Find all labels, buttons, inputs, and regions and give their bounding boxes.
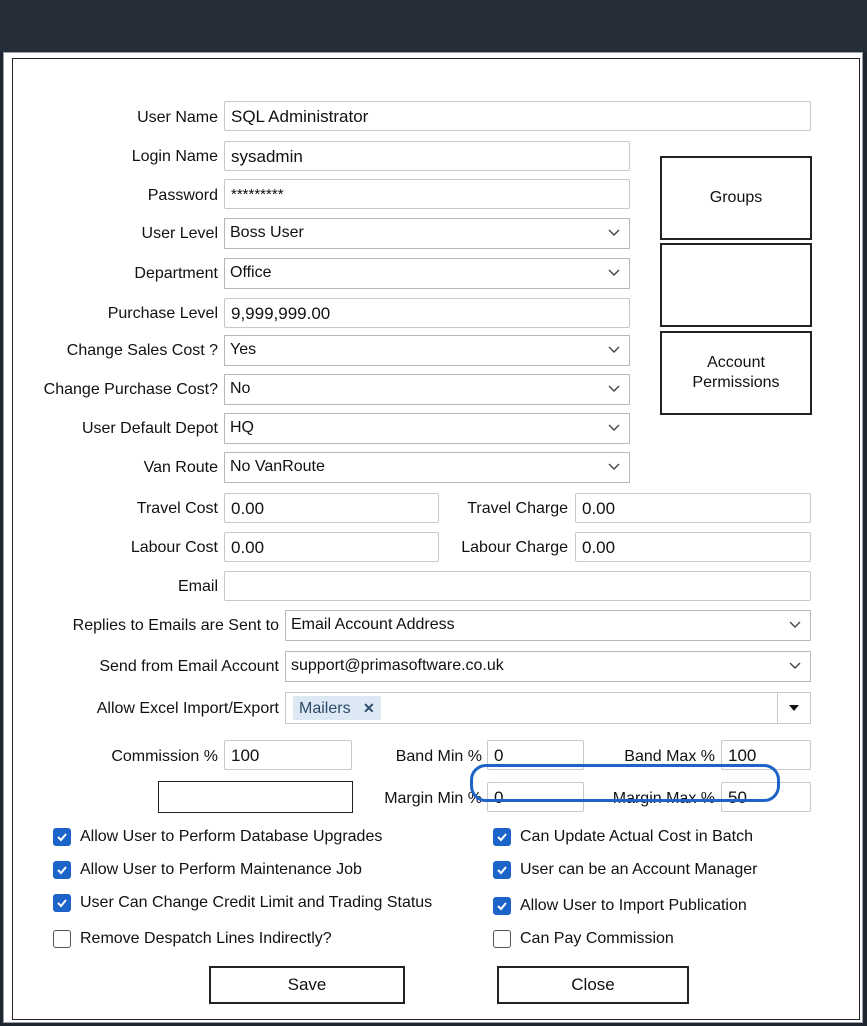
checkbox-pay-commission[interactable] — [493, 927, 674, 951]
checkbox-label: Allow User to Import Publication — [520, 897, 747, 914]
user-default-depot-select[interactable] — [224, 413, 630, 444]
user-level-select[interactable] — [224, 218, 630, 249]
email-input[interactable] — [224, 571, 811, 601]
checkbox-remove-despatch[interactable] — [53, 927, 332, 951]
van-route-value: No VanRoute — [230, 458, 325, 475]
send-from-select[interactable] — [285, 651, 811, 682]
blank-field-box[interactable] — [158, 781, 353, 813]
change-sales-cost-value: Yes — [230, 341, 257, 358]
user-name-input[interactable]: SQL Administrator — [224, 101, 811, 131]
van-route-label: Van Route — [143, 459, 218, 476]
change-sales-cost-select[interactable] — [224, 335, 630, 366]
checkbox-label: Allow User to Perform Maintenance Job — [80, 861, 362, 878]
excel-dropdown-toggle[interactable] — [777, 693, 810, 723]
replies-to-select[interactable] — [285, 610, 811, 641]
window-titlebar — [0, 0, 867, 52]
caret-down-icon — [787, 701, 801, 715]
band-min-input[interactable]: 0 — [487, 740, 584, 770]
replies-to-value: Email Account Address — [291, 616, 455, 633]
check-icon — [493, 828, 511, 846]
department-select[interactable] — [224, 258, 630, 289]
checkbox-label: User Can Change Credit Limit and Trading Status — [80, 894, 433, 911]
user-default-depot-label: User Default Depot — [81, 420, 218, 437]
van-route-select[interactable] — [224, 452, 630, 483]
chevron-down-icon — [607, 225, 621, 239]
check-icon — [493, 861, 511, 879]
chevron-down-icon — [788, 617, 802, 631]
account-permissions-button[interactable]: Account Permissions — [660, 331, 812, 415]
labour-charge-input[interactable]: 0.00 — [575, 532, 811, 562]
login-name-input[interactable]: sysadmin — [224, 141, 630, 171]
user-default-depot-value: HQ — [230, 419, 254, 436]
purchase-level-input[interactable]: 9,999,999.00 — [224, 298, 630, 328]
highlight-ring — [470, 764, 780, 802]
check-icon — [53, 894, 71, 912]
unchecked-box-icon — [53, 930, 71, 948]
checkbox-label: Remove Despatch Lines Indirectly? — [80, 930, 332, 947]
login-name-label: Login Name — [131, 148, 218, 165]
change-purchase-cost-select[interactable] — [224, 374, 630, 405]
blank-button[interactable] — [660, 243, 812, 327]
checkbox-db-upgrades[interactable] — [53, 825, 382, 849]
check-icon — [53, 828, 71, 846]
checkbox-maintenance-job[interactable] — [53, 858, 362, 882]
margin-min-label: Margin Min % — [384, 790, 482, 807]
replies-to-label: Replies to Emails are Sent to — [72, 617, 279, 634]
groups-button[interactable]: Groups — [660, 156, 812, 240]
travel-charge-input[interactable]: 0.00 — [575, 493, 811, 523]
excel-multiselect[interactable] — [285, 692, 811, 724]
chevron-down-icon — [607, 342, 621, 356]
chevron-down-icon — [788, 658, 802, 672]
checkbox-label: Allow User to Perform Database Upgrades — [80, 828, 383, 845]
send-from-label: Send from Email Account — [99, 658, 279, 675]
chevron-down-icon — [607, 265, 621, 279]
commission-label: Commission % — [111, 748, 218, 765]
checkbox-update-actual-cost[interactable] — [493, 825, 753, 849]
band-min-label: Band Min % — [395, 748, 482, 765]
chevron-down-icon — [607, 381, 621, 395]
department-value: Office — [230, 264, 272, 281]
labour-charge-label: Labour Charge — [461, 539, 568, 556]
travel-cost-label: Travel Cost — [136, 500, 218, 517]
send-from-value: support@primasoftware.co.uk — [291, 657, 504, 674]
checkbox-credit-limit[interactable] — [53, 891, 432, 915]
change-purchase-cost-label: Change Purchase Cost? — [43, 381, 218, 398]
checkbox-label: Can Update Actual Cost in Batch — [520, 828, 754, 845]
band-max-label: Band Max % — [624, 748, 715, 765]
password-label: Password — [147, 187, 218, 204]
unchecked-box-icon — [493, 930, 511, 948]
save-button[interactable]: Save — [209, 966, 405, 1004]
chevron-down-icon — [607, 459, 621, 473]
travel-cost-input[interactable]: 0.00 — [224, 493, 439, 523]
excel-tag-mailers — [293, 696, 381, 720]
labour-cost-label: Labour Cost — [130, 539, 218, 556]
close-button[interactable]: Close — [497, 966, 689, 1004]
check-icon — [493, 897, 511, 915]
user-name-label: User Name — [137, 109, 218, 126]
user-level-label: User Level — [141, 225, 218, 242]
change-sales-cost-label: Change Sales Cost ? — [66, 342, 218, 359]
password-input[interactable]: ********* — [224, 179, 630, 209]
department-label: Department — [134, 265, 218, 282]
margin-max-label: Margin Max % — [612, 790, 715, 807]
excel-tag-label: Mailers — [299, 700, 351, 717]
margin-max-input[interactable]: 50 — [721, 782, 811, 812]
commission-input[interactable]: 100 — [224, 740, 352, 770]
change-purchase-cost-value: No — [230, 380, 251, 397]
labour-cost-input[interactable]: 0.00 — [224, 532, 439, 562]
margin-min-input[interactable]: 0 — [487, 782, 584, 812]
email-label: Email — [177, 578, 218, 595]
chevron-down-icon — [607, 420, 621, 434]
travel-charge-label: Travel Charge — [467, 500, 568, 517]
remove-tag-icon[interactable]: ✕ — [363, 700, 375, 716]
checkbox-import-publication[interactable] — [493, 894, 747, 918]
user-level-value: Boss User — [230, 224, 304, 241]
check-icon — [53, 861, 71, 879]
checkbox-label: Can Pay Commission — [520, 930, 674, 947]
checkbox-label: User can be an Account Manager — [520, 861, 758, 878]
band-max-input[interactable]: 100 — [721, 740, 811, 770]
purchase-level-label: Purchase Level — [107, 305, 218, 322]
checkbox-account-manager[interactable] — [493, 858, 757, 882]
excel-label: Allow Excel Import/Export — [96, 700, 279, 717]
